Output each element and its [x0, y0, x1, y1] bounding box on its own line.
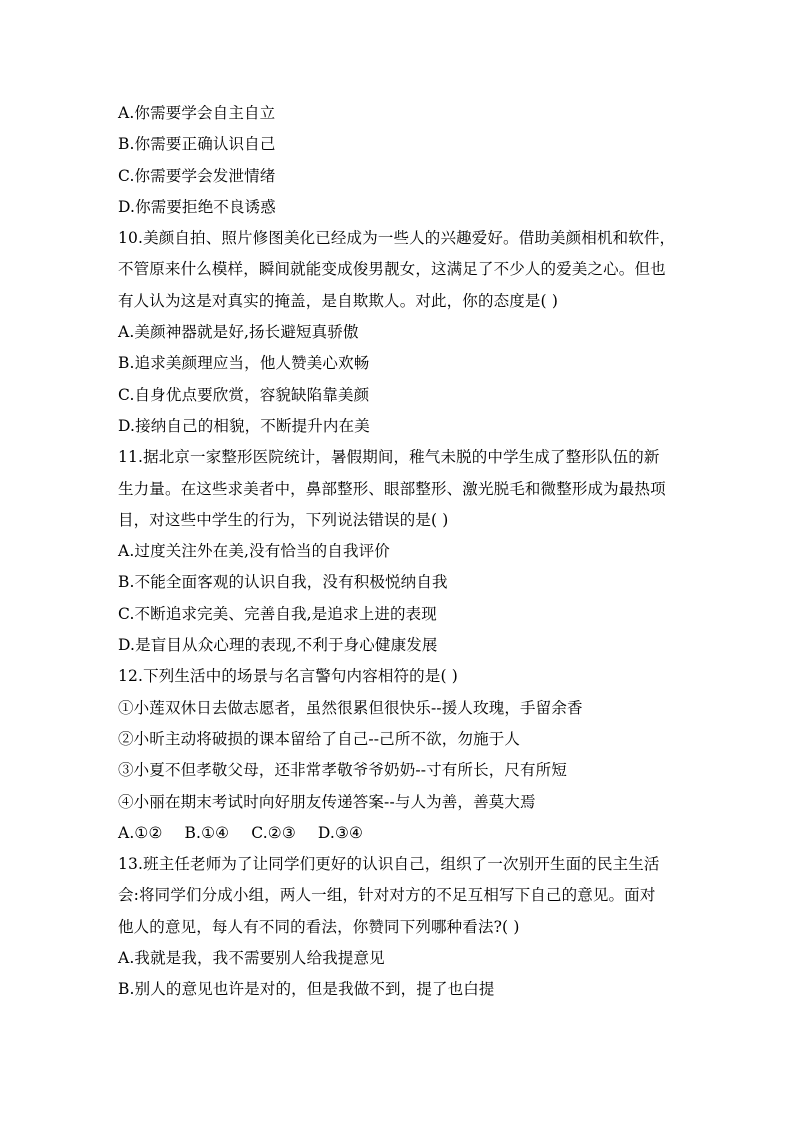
q12-statement-1: ①小莲双休日去做志愿者，虽然很累但很快乐--援人玫瑰，手留余香	[118, 698, 583, 717]
q10-option-c: C.自身优点要欣赏，容貌缺陷靠美颜	[118, 385, 370, 404]
q11-stem-line-2: 生力量。在这些求美者中，鼻部整形、眼部整形、激光脱毛和微整形成为最热项	[118, 479, 666, 498]
q11-option-b: B.不能全面客观的认识自我，没有积极悦纳自我	[118, 573, 448, 592]
q12-option-b: B.①④	[184, 823, 230, 842]
q12-stem: 12.下列生活中的场景与名言警句内容相符的是( )	[118, 667, 458, 686]
q13-stem-line-2: 会:将同学们分成小组，两人一组，针对对方的不足互相写下自己的意见。面对	[118, 886, 656, 905]
q9-option-a: A.你需要学会自主自立	[118, 104, 276, 122]
q11-option-c: C.不断追求完美、完善自我,是追求上进的表现	[118, 604, 437, 623]
q10-option-d: D.接纳自己的相貌，不断提升内在美	[118, 416, 370, 435]
q11-option-d: D.是盲目从众心理的表现,不利于身心健康发展	[118, 636, 438, 655]
q12-statement-2: ②小昕主动将破损的课本留给了自己--己所不欲，勿施于人	[118, 729, 521, 748]
q12-option-d: D.③④	[317, 823, 364, 842]
q12-statement-3: ③小夏不但孝敬父母，还非常孝敬爷爷奶奶--寸有所长，尺有所短	[118, 761, 567, 780]
q11-option-a: A.过度关注外在美,没有恰当的自我评价	[118, 542, 390, 561]
q12-options-row	[118, 818, 683, 849]
question-13	[118, 849, 683, 1005]
question-11	[118, 442, 683, 661]
q13-stem-line-1: 13.班主任老师为了让同学们更好的认识自己，组织了一次别开生面的民主生活	[118, 855, 660, 874]
q12-statement-4: ④小丽在期末考试时向好朋友传递答案--与人为善，善莫大焉	[118, 792, 536, 811]
q9-option-d: D.你需要拒绝不良诱惑	[118, 197, 276, 216]
question-12	[118, 661, 683, 849]
q9-option-c: C.你需要学会发泄情绪	[118, 166, 276, 185]
q11-stem-line-1: 11.据北京一家整形医院统计，暑假期间，稚气未脱的中学生成了整形队伍的新	[118, 448, 660, 467]
q10-stem-line-2: 不管原来什么模样，瞬间就能变成俊男靓女，这满足了不少人的爱美之心。但也	[118, 260, 666, 279]
q10-option-a: A.美颜神器就是好,扬长避短真骄傲	[118, 323, 359, 342]
q13-option-b: B.别人的意见也许是对的，但是我做不到，提了也白提	[118, 980, 495, 999]
q11-stem-line-3: 目，对这些中学生的行为，下列说法错误的是( )	[118, 510, 449, 529]
q10-stem-line-1: 10.美颜自拍、照片修图美化已经成为一些人的兴趣爱好。借助美颜相机和软件，	[118, 229, 676, 248]
question-10	[118, 223, 683, 442]
q13-option-a: A.我就是我，我不需要别人给我提意见	[118, 949, 385, 968]
q13-stem-line-3: 他人的意见，每人有不同的看法，你赞同下列哪种看法?( )	[118, 917, 520, 936]
q12-option-a: A.①②	[118, 823, 163, 842]
q12-option-c: C.②③	[251, 823, 296, 842]
question-9-options	[118, 98, 683, 223]
q10-stem-line-3: 有人认为这是对真实的掩盖，是自欺欺人。对此，你的态度是( )	[118, 291, 559, 310]
q9-option-b: B.你需要正确认识自己	[118, 135, 276, 154]
question-content	[118, 98, 683, 1006]
q10-option-b: B.追求美颜理应当，他人赞美心欢畅	[118, 354, 370, 373]
